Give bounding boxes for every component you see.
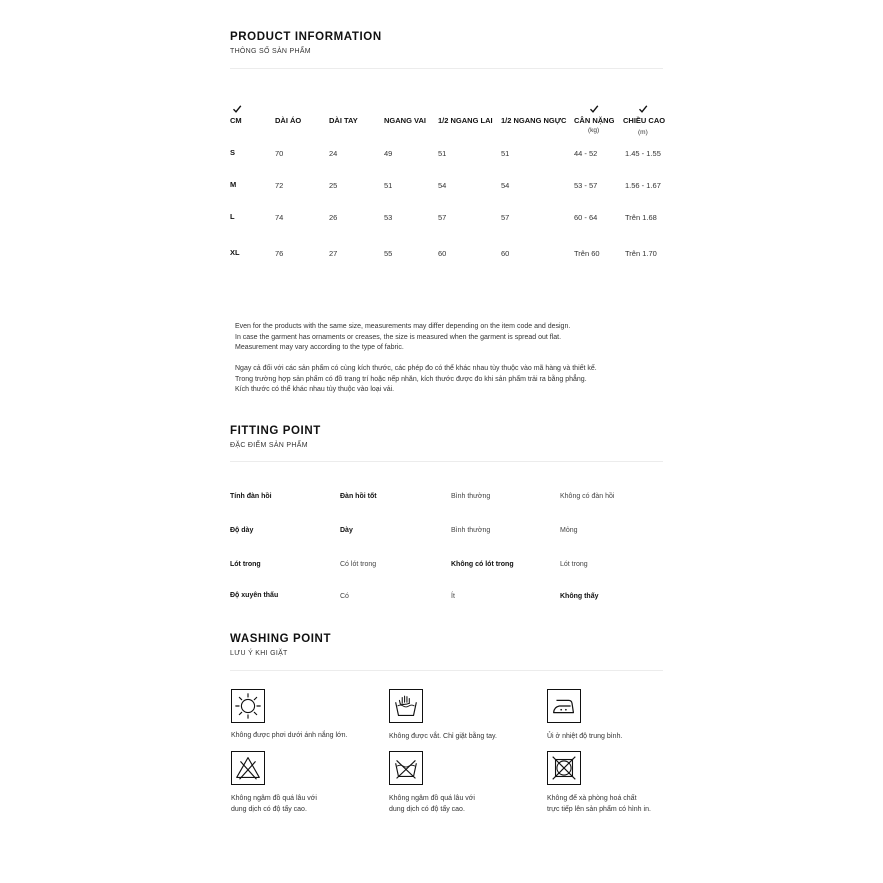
fitting-point-title: FITTING POINT [230,425,321,437]
size-cell: L [230,212,235,221]
hand-wash-icon [389,689,423,723]
fitting-option: Không có đàn hồi [560,493,615,500]
wash-label: dung dịch có độ tẩy cao. [231,806,307,813]
no-wash-icon [389,751,423,785]
size-cell: M [230,180,237,189]
table-cell: 51 [501,149,510,158]
wash-label: dung dịch có độ tẩy cao. [389,806,465,813]
wash-label: trực tiếp lên sản phẩm có hình in. [547,806,651,813]
check-icon [638,104,648,114]
wash-label: Không ngâm đồ quá lâu với [231,795,317,802]
table-cell: 70 [275,149,284,158]
table-header-height-unit: (m) [638,129,648,136]
fitting-option-selected: Dày [340,527,353,534]
divider [230,670,663,671]
table-cell: 44 - 52 [574,149,598,158]
fitting-option-selected: Không có lót trong [451,561,514,568]
table-header-height: CHIỀU CAO [623,116,666,125]
table-cell: 25 [329,181,338,190]
table-cell: 76 [275,249,284,258]
table-cell: 1.45 - 1.55 [625,149,661,158]
table-cell: 57 [501,213,510,222]
table-cell: 1.56 - 1.67 [625,181,661,190]
table-cell: 60 [438,249,447,258]
table-cell: 72 [275,181,284,190]
fitting-label: Lót trong [230,561,261,568]
divider [230,461,663,462]
sun-icon [231,689,265,723]
table-cell: Trên 60 [574,249,600,258]
table-cell: 60 [501,249,510,258]
wash-label: Không được phơi dưới ánh nắng lớn. [231,732,348,739]
table-cell: 55 [384,249,393,258]
wash-label: Không được vắt. Chỉ giặt bằng tay. [389,733,497,740]
table-cell: 74 [275,213,284,222]
divider [230,68,663,69]
washing-point-title: WASHING POINT [230,633,332,645]
fitting-option: Có lót trong [340,561,377,568]
table-header-length: DÀI ÁO [275,116,302,125]
table-cell: 51 [438,149,447,158]
table-cell: 49 [384,149,393,158]
fitting-label: Độ dày [230,527,254,534]
table-cell: Trên 1.70 [625,249,657,258]
note-line: In case the garment has ornaments or creases, the size is measured when the garment is spread out flat. [235,333,562,341]
iron-icon [547,689,581,723]
table-cell: 27 [329,249,338,258]
table-cell: 60 - 64 [574,213,598,222]
table-header-weight: CÂN NẶNG [574,116,615,125]
table-cell: 54 [438,181,447,190]
note-line: Trong trường hợp sản phẩm có đồ trang trí hoặc nếp nhăn, kích thước được đo khi sản phẩm trải ra bằng phẳng. [235,375,587,383]
table-header-chest: 1/2 NGANG NGỰC [501,116,567,125]
table-header-weight-unit: (kg) [588,127,600,134]
size-cell: S [230,148,236,157]
table-cell: 51 [384,181,393,190]
note-line: Ngay cả đối với các sản phẩm có cùng kích thước, các phép đo có thể khác nhau tùy thuộc vào mã hàng và thiết kế. [235,365,597,372]
table-cell: 53 [384,213,393,222]
fitting-label: Tính đàn hồi [230,493,272,500]
fitting-label: Độ xuyên thấu [230,592,279,599]
fitting-option: Bình thường [451,527,491,534]
product-info-subtitle: THÔNG SỐ SẢN PHẨM [230,48,311,55]
table-header-size: CM [230,116,242,125]
fitting-option: Lót trong [560,561,588,568]
check-icon [232,104,242,114]
wash-label: Không ngâm đồ quá lâu với [389,795,475,802]
fitting-point-subtitle: ĐẶC ĐIỂM SẢN PHẨM [230,442,308,449]
wash-label: Không để xà phòng hoá chất [547,795,637,802]
fitting-option-selected: Không thấy [560,593,599,600]
fitting-option: Mỏng [560,527,578,534]
table-header-hem: 1/2 NGANG LAI [438,116,493,125]
check-icon [589,104,599,114]
fitting-option: Có [340,593,349,600]
table-cell: 53 - 57 [574,181,598,190]
no-bleach-icon [231,751,265,785]
note-line: Kích thước có thể khác nhau tùy thuộc vào loại vải. [235,386,395,393]
table-header-shoulder: NGANG VAI [384,116,426,125]
washing-point-subtitle: LƯU Ý KHI GIẶT [230,650,288,657]
table-header-sleeve: DÀI TAY [329,116,358,125]
size-cell: XL [230,248,240,257]
product-info-title: PRODUCT INFORMATION [230,31,382,43]
table-cell: 57 [438,213,447,222]
fitting-option: Ít [451,593,455,600]
note-line: Measurement may vary according to the type of fabric. [235,344,404,351]
table-cell: Trên 1.68 [625,213,657,222]
note-line: Even for the products with the same size, measurements may differ depending on the item code and design. [235,323,571,330]
table-cell: 54 [501,181,510,190]
table-cell: 24 [329,149,338,158]
fitting-option: Bình thường [451,493,491,500]
wash-label: Ủi ở nhiệt độ trung bình. [547,733,623,740]
table-cell: 26 [329,213,338,222]
no-dry-clean-icon [547,751,581,785]
fitting-option-selected: Đàn hồi tốt [340,493,377,500]
